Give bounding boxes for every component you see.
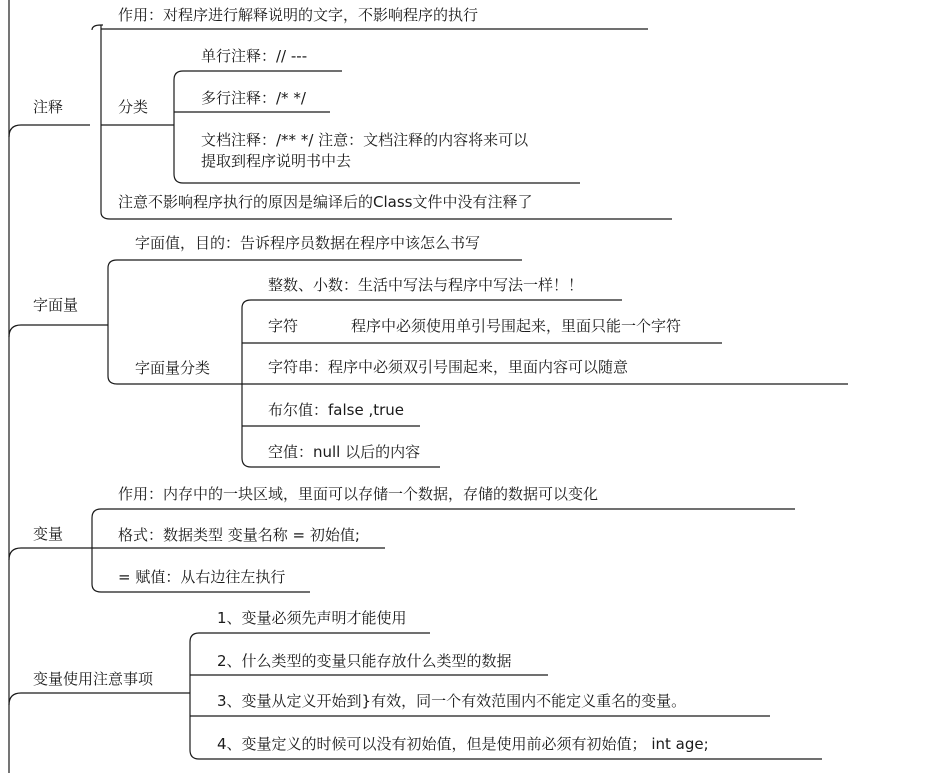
- literals-boolean: 布尔值：false ,true: [268, 401, 405, 419]
- literals-null: 空值：null 以后的内容: [268, 443, 421, 461]
- literals-numbers: 整数、小数：生活中写法与程序中写法一样！！: [268, 276, 584, 294]
- branch-comments: [92, 25, 672, 219]
- connector-variables: [9, 548, 92, 560]
- comments-single-line: 单行注释：// ---: [201, 47, 308, 65]
- comments-doc-line2: 提取到程序说明书中去: [201, 152, 352, 170]
- variables-purpose: 作用：内存中的一块区域，里面可以存储一个数据，存储的数据可以变化: [118, 485, 599, 503]
- comments-categories-label: 分类: [118, 98, 149, 116]
- comments-multi-line: 多行注释：/* */: [201, 89, 306, 107]
- variable-notes-rule1: 1、变量必须先声明才能使用: [217, 609, 407, 627]
- literals-label: 字面量: [33, 296, 79, 314]
- literals-string: 字符串：程序中必须双引号围起来，里面内容可以随意: [268, 358, 629, 376]
- literals-char-desc: 程序中必须使用单引号围起来，里面只能一个字符: [351, 317, 682, 335]
- connector-literals: [9, 325, 108, 337]
- literals-char-label: 字符: [268, 317, 299, 335]
- variables-assignment: = 赋值：从右边往左执行: [118, 568, 286, 586]
- connector-variable-notes: [9, 693, 190, 705]
- comments-label: 注释: [33, 98, 64, 116]
- variable-notes-rule4: 4、变量定义的时候可以没有初始值，但是使用前必须有初始值； int age;: [217, 735, 709, 753]
- literals-purpose: 字面值，目的：告诉程序员数据在程序中该怎么书写: [135, 234, 481, 252]
- literals-categories-label: 字面量分类: [135, 359, 211, 377]
- variables-label: 变量: [33, 525, 64, 543]
- variable-notes-label: 变量使用注意事项: [33, 670, 154, 688]
- comments-purpose: 作用：对程序进行解释说明的文字，不影响程序的执行: [118, 6, 479, 24]
- variable-notes-rule2: 2、什么类型的变量只能存放什么类型的数据: [217, 652, 512, 670]
- variables-format: 格式：数据类型 变量名称 = 初始值;: [118, 526, 360, 544]
- connector-comments: [9, 125, 90, 137]
- variable-notes-rule3: 3、变量从定义开始到}有效，同一个有效范围内不能定义重名的变量。: [217, 692, 687, 710]
- comments-note: 注意不影响程序执行的原因是编译后的Class文件中没有注释了: [118, 193, 533, 211]
- comments-doc-line1: 文档注释：/** */ 注意：文档注释的内容将来可以: [201, 131, 529, 149]
